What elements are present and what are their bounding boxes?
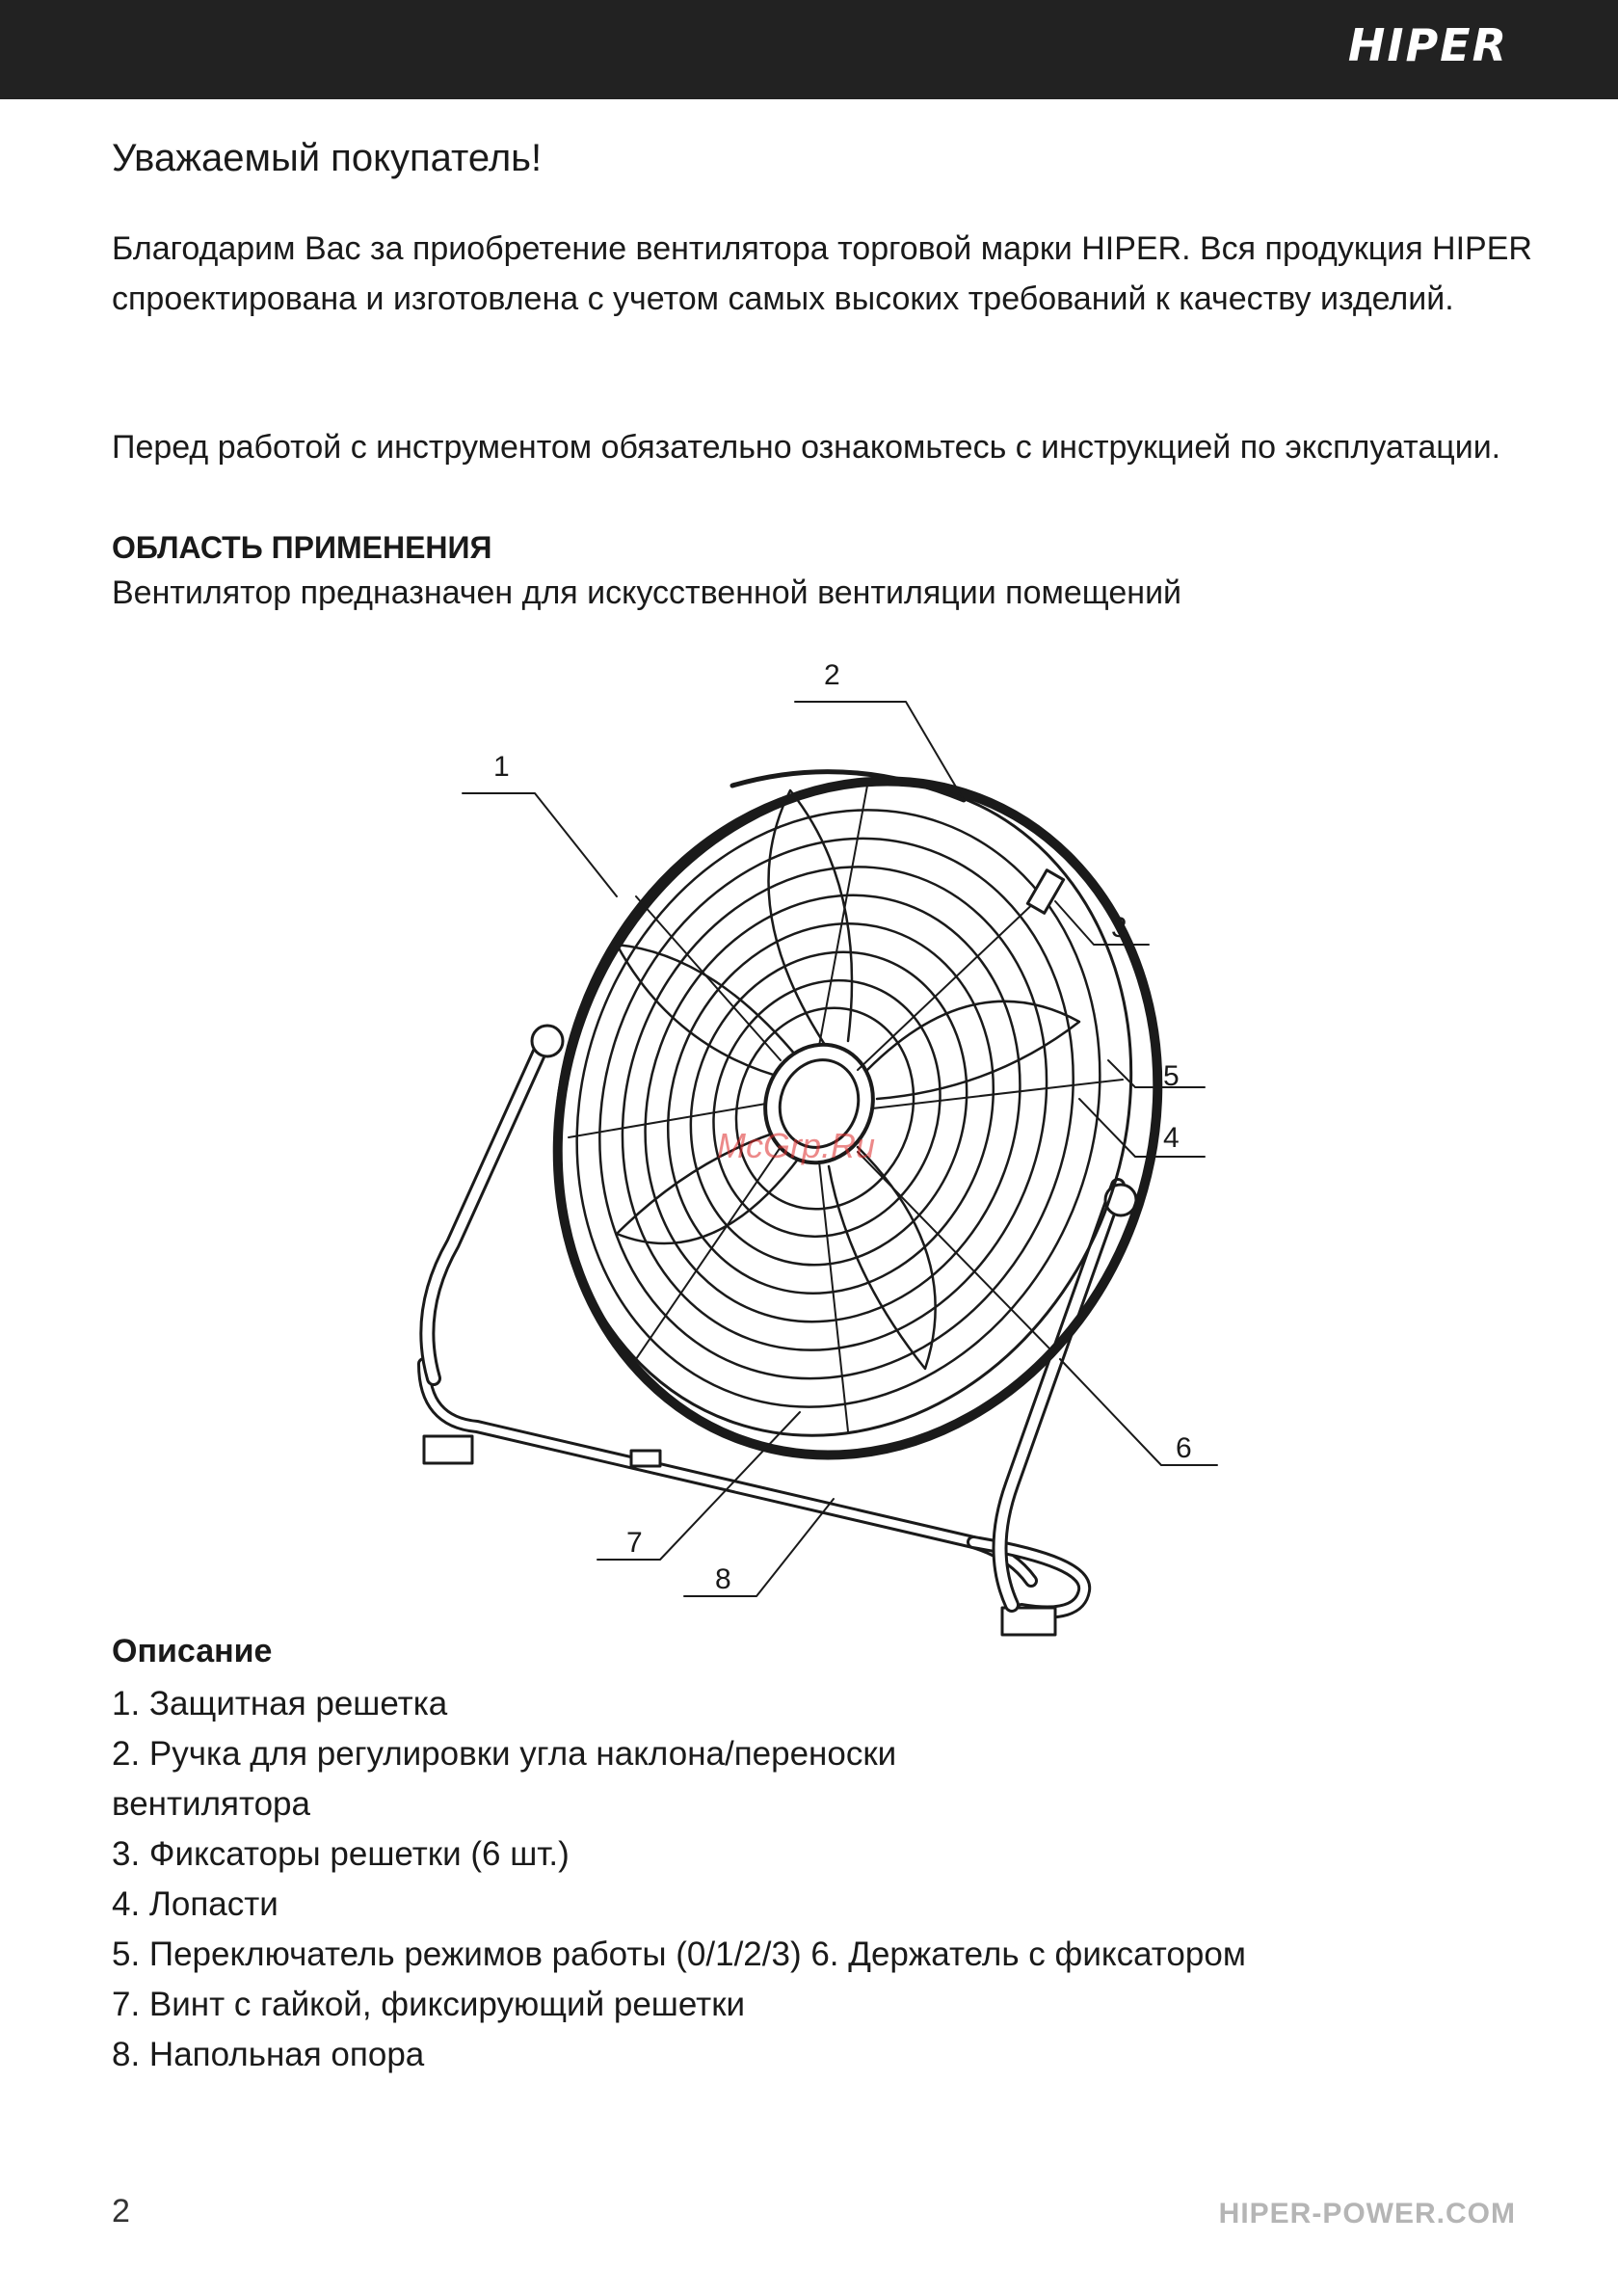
description-list: [112, 1679, 1365, 2080]
list-item: 8. Напольная опора: [112, 2036, 425, 2073]
page-number: 2: [112, 2193, 130, 2229]
callout-8: 8: [715, 1563, 731, 1595]
intro-paragraph: Благодарим Вас за приобретение вентилятора торговой марки HIPER. Вся продукция HIPER спроектирована и изготовлена с учетом самых высоких требований к качеству изделий.: [112, 230, 1532, 317]
greeting-heading: Уважаемый покупатель!: [112, 137, 543, 179]
website-link[interactable]: HIPER-POWER.COM: [1218, 2198, 1516, 2229]
callout-1: 1: [493, 751, 510, 783]
application-title: ОБЛАСТЬ ПРИМЕНЕНИЯ: [112, 530, 492, 565]
callout-2: 2: [824, 659, 840, 691]
protective-grill: [464, 696, 1251, 1540]
list-item: 2. Ручка для регулировки угла наклона/переноски: [112, 1735, 897, 1773]
list-item: 7. Винт с гайкой, фиксирующий решетки: [112, 1986, 746, 2023]
list-item: 5. Переключатель режимов работы (0/1/2/3) 6. Держатель с фиксатором: [112, 1936, 1246, 1973]
list-item: вентилятора: [112, 1785, 310, 1823]
callout-4: 4: [1163, 1122, 1180, 1154]
callout-6: 6: [1176, 1432, 1192, 1464]
brand-logo: HIPER: [1347, 19, 1508, 71]
callout-7: 7: [626, 1527, 643, 1559]
list-item: 1. Защитная решетка: [112, 1685, 448, 1722]
watermark: McGrp.Ru: [717, 1126, 876, 1165]
list-item: 4. Лопасти: [112, 1885, 279, 1923]
application-text: Вентилятор предназначен для искусственной вентиляции помещений: [112, 574, 1182, 611]
callout-3: 3: [1111, 912, 1127, 944]
description-title: Описание: [112, 1633, 273, 1669]
warning-paragraph: Перед работой с инструментом обязательно ознакомьтесь с инструкцией по эксплуатации.: [112, 429, 1501, 466]
callout-5: 5: [1163, 1060, 1180, 1092]
list-item: 3. Фиксаторы решетки (6 шт.): [112, 1835, 570, 1873]
header-bar: [0, 0, 1618, 99]
